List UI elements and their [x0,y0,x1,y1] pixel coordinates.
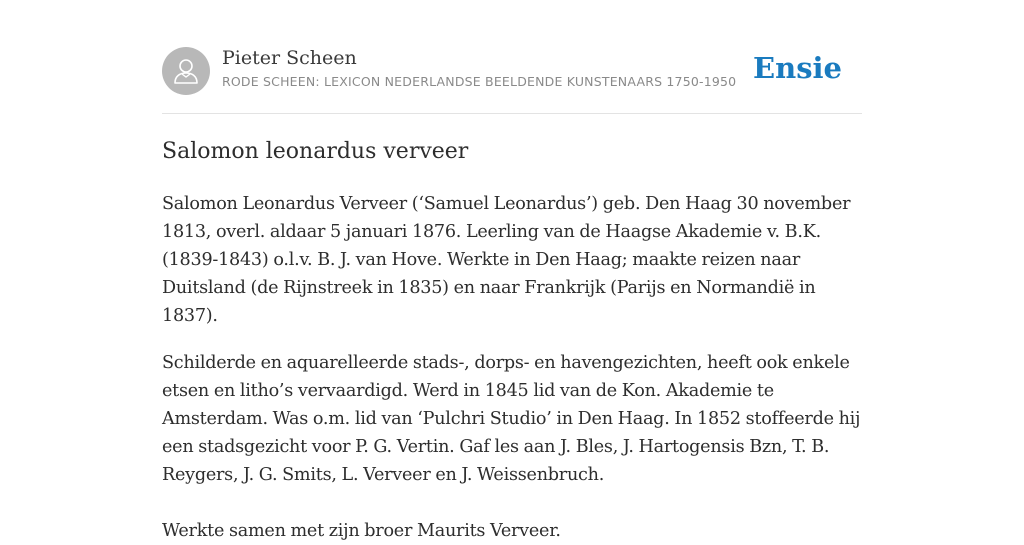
article-paragraph: Salomon Leonardus Verveer (‘Samuel Leonardus’) geb. Den Haag 30 november 1813, overl. aldaar 5 januari 1876. Leerling van de Haagse Akademie v. B.K. (1839-1843) o.l.v. B. J. van Hove. Werkte in Den Haag; maakte reizen naar Duitsland (de Rijnstreek in 1835) en naar Frankrijk (Parijs en Normandië in 1837). [162,194,851,326]
header-divider [162,113,862,114]
avatar[interactable] [162,47,210,95]
article-paragraph: Schilderde en aquarelleerde stads-, dorps- en havengezichten, heeft ook enkele etsen en litho’s vervaardigd. Werd in 1845 lid van de Kon. Akademie te Amsterdam. Was o.m. lid van ‘Pulchri Studio’ in Den Haag. In 1852 stoffeerde hij een stadsgezicht voor P. G. Vertin. Gaf les aan J. Bles, J. Hartogensis Bzn, T. B. Reygers, J. G. Smits, L. Verveer en J. Weissenbruch. [162,353,861,485]
article-body [162,136,862,545]
article-paragraph: Werkte samen met zijn broer Maurits Verveer. [162,521,561,541]
ensie-logo[interactable]: Ensie [753,51,842,85]
article-header [162,46,862,96]
source-title[interactable]: RODE SCHEEN: LEXICON NEDERLANDSE BEELDENDE KUNSTENAARS 1750-1950 [222,74,737,89]
author-name[interactable]: Pieter Scheen [222,47,357,69]
article-title: Salomon leonardus verveer [162,139,469,164]
user-icon [171,56,201,86]
